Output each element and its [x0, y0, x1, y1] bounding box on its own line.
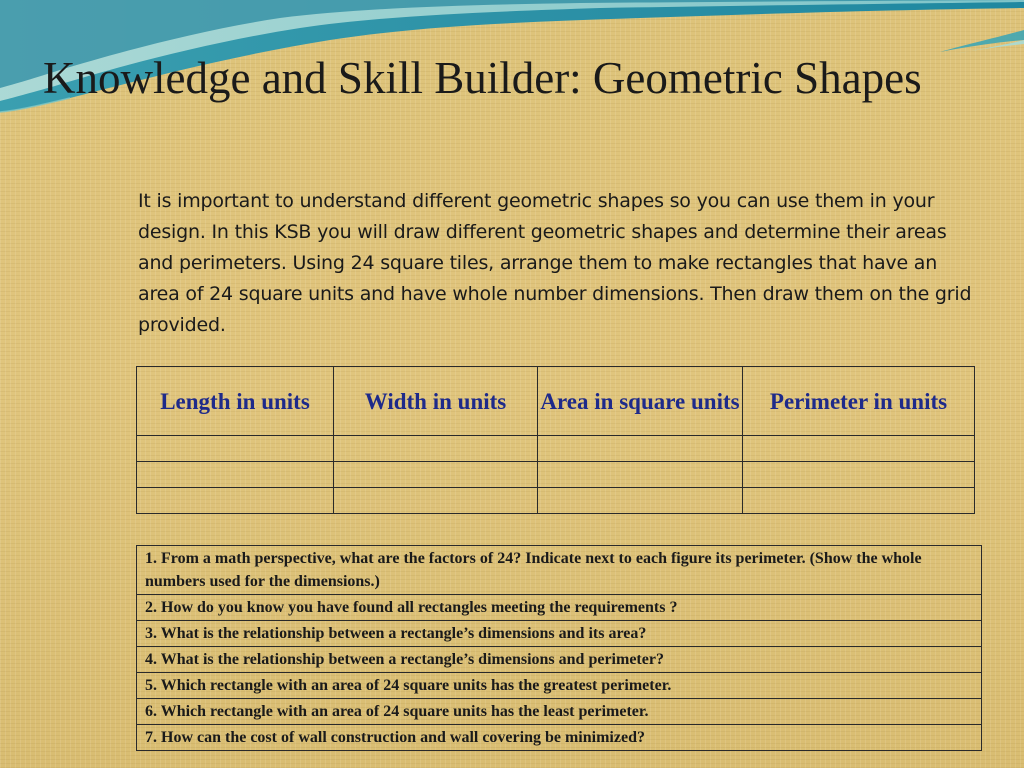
header-perimeter: Perimeter in units	[743, 367, 975, 436]
questions-table	[136, 545, 982, 751]
table-cell[interactable]	[137, 488, 334, 514]
question-2: 2. How do you know you have found all rectangles meeting the requirements ?	[137, 595, 982, 621]
question-4: 4. What is the relationship between a rectangle’s dimensions and perimeter?	[137, 647, 982, 673]
question-row	[137, 595, 982, 621]
question-row	[137, 621, 982, 647]
intro-paragraph: It is important to understand different geometric shapes so you can use them in your design. In this KSB you will draw different geometric shapes and determine their areas and perimeters. Using 24 square tiles, arrange them to make rectangles that have an area of 24 square units and have whole number dimensions. Then draw them on the grid provided.	[138, 190, 972, 336]
table-header-row	[137, 367, 975, 436]
table-cell[interactable]	[743, 488, 975, 514]
table-cell[interactable]	[334, 488, 538, 514]
table-cell[interactable]	[137, 436, 334, 462]
question-row	[137, 647, 982, 673]
dimensions-table	[136, 366, 975, 514]
table-cell[interactable]	[538, 462, 743, 488]
slide-title: Knowledge and Skill Builder: Geometric Shapes	[43, 53, 922, 103]
question-row	[137, 546, 982, 595]
question-7: 7. How can the cost of wall construction and wall covering be minimized?	[137, 725, 982, 751]
question-1: 1. From a math perspective, what are the factors of 24? Indicate next to each figure its perimeter. (Show the whole numbers used for the dimensions.)	[137, 546, 982, 595]
question-row	[137, 673, 982, 699]
question-3: 3. What is the relationship between a rectangle’s dimensions and its area?	[137, 621, 982, 647]
table-cell[interactable]	[538, 436, 743, 462]
table-cell[interactable]	[743, 436, 975, 462]
question-5: 5. Which rectangle with an area of 24 square units has the greatest perimeter.	[137, 673, 982, 699]
header-area: Area in square units	[538, 367, 743, 436]
table-cell[interactable]	[334, 436, 538, 462]
question-row	[137, 699, 982, 725]
table-row	[137, 436, 975, 462]
table-cell[interactable]	[538, 488, 743, 514]
question-row	[137, 725, 982, 751]
header-width: Width in units	[334, 367, 538, 436]
table-row	[137, 488, 975, 514]
table-cell[interactable]	[743, 462, 975, 488]
table-row	[137, 462, 975, 488]
header-length: Length in units	[137, 367, 334, 436]
table-cell[interactable]	[334, 462, 538, 488]
question-6: 6. Which rectangle with an area of 24 square units has the least perimeter.	[137, 699, 982, 725]
table-cell[interactable]	[137, 462, 334, 488]
